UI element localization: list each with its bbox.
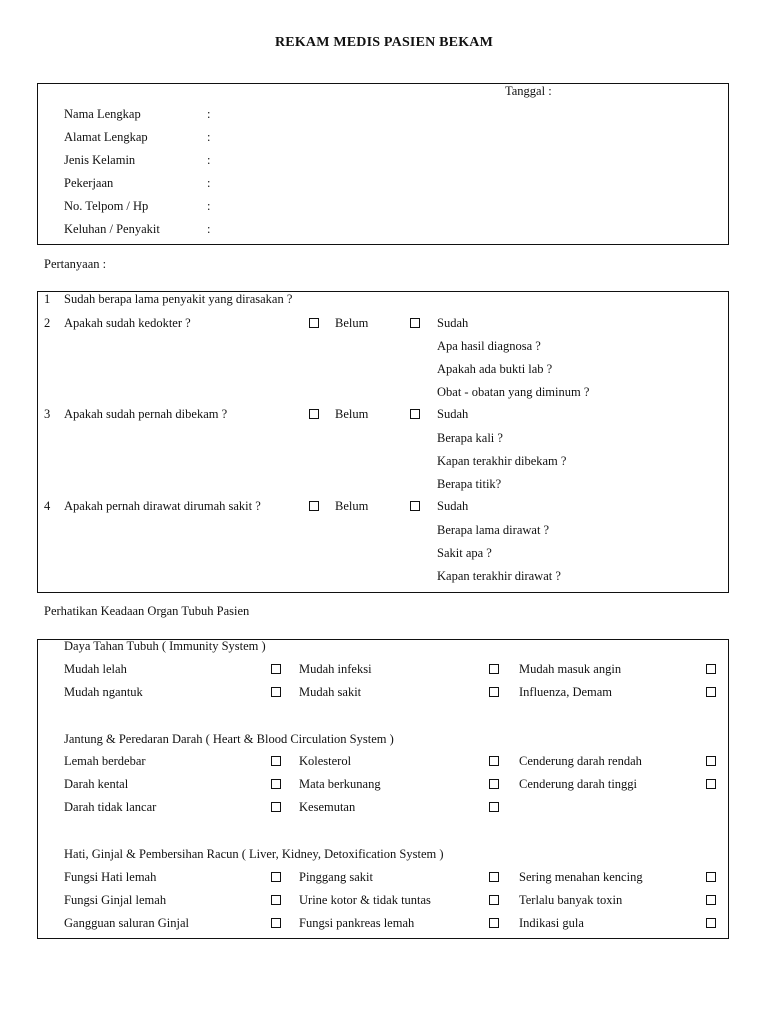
symptom-checkbox[interactable] <box>489 802 499 812</box>
symptom-checkbox[interactable] <box>489 756 499 766</box>
follow-up-question: Apakah ada bukti lab ? <box>437 362 553 376</box>
question-text: Sudah berapa lama penyakit yang dirasakan ? <box>64 292 293 306</box>
symptom-checkbox[interactable] <box>706 779 716 789</box>
symptom-label: Sering menahan kencing <box>519 870 643 884</box>
field-label-keluhan: Keluhan / Penyakit <box>64 222 160 236</box>
symptom-label: Darah tidak lancar <box>64 800 157 814</box>
symptom-checkbox[interactable] <box>489 687 499 697</box>
symptom-checkbox[interactable] <box>706 895 716 905</box>
symptom-checkbox[interactable] <box>706 918 716 928</box>
symptom-label: Kolesterol <box>299 754 352 768</box>
option-belum-label: Belum <box>335 316 369 330</box>
option-sudah-label: Sudah <box>437 407 469 421</box>
field-label-alamat: Alamat Lengkap <box>64 130 148 144</box>
symptom-checkbox[interactable] <box>271 664 281 674</box>
field-label-pekerjaan: Pekerjaan <box>64 176 114 190</box>
questions-heading: Pertanyaan : <box>44 257 107 271</box>
checkbox-belum[interactable] <box>309 409 319 419</box>
option-belum-label: Belum <box>335 407 369 421</box>
symptom-label: Fungsi pankreas lemah <box>299 916 415 930</box>
symptom-checkbox[interactable] <box>706 872 716 882</box>
symptom-label: Darah kental <box>64 777 129 791</box>
question-number: 4 <box>44 499 51 513</box>
symptom-label: Urine kotor & tidak tuntas <box>299 893 431 907</box>
follow-up-question: Berapa lama dirawat ? <box>437 523 550 537</box>
checkbox-sudah[interactable] <box>410 409 420 419</box>
symptom-checkbox[interactable] <box>271 756 281 766</box>
symptom-checkbox[interactable] <box>489 895 499 905</box>
field-sep: : <box>207 130 211 144</box>
field-sep: : <box>207 222 211 236</box>
symptom-checkbox[interactable] <box>489 664 499 674</box>
symptom-checkbox[interactable] <box>271 872 281 882</box>
symptom-checkbox[interactable] <box>706 687 716 697</box>
field-label-kelamin: Jenis Kelamin <box>64 153 136 167</box>
symptom-checkbox[interactable] <box>706 664 716 674</box>
checkbox-belum[interactable] <box>309 501 319 511</box>
symptom-label: Pinggang sakit <box>299 870 373 884</box>
follow-up-question: Sakit apa ? <box>437 546 492 560</box>
symptom-label: Mata berkunang <box>299 777 381 791</box>
field-label-nama: Nama Lengkap <box>64 107 141 121</box>
option-belum-label: Belum <box>335 499 369 513</box>
option-sudah-label: Sudah <box>437 316 469 330</box>
question-number: 2 <box>44 316 51 330</box>
field-sep: : <box>207 176 211 190</box>
symptom-checkbox[interactable] <box>489 872 499 882</box>
symptom-checkbox[interactable] <box>706 756 716 766</box>
follow-up-question: Obat - obatan yang diminum ? <box>437 385 590 399</box>
symptom-label: Mudah masuk angin <box>519 662 622 676</box>
checkbox-sudah[interactable] <box>410 501 420 511</box>
date-label: Tanggal : <box>505 84 552 98</box>
question-number: 1 <box>44 292 51 306</box>
symptom-label: Cenderung darah tinggi <box>519 777 638 791</box>
organ-section-title: Daya Tahan Tubuh ( Immunity System ) <box>64 639 266 653</box>
symptom-label: Mudah sakit <box>299 685 362 699</box>
symptom-label: Gangguan saluran Ginjal <box>64 916 189 930</box>
organ-section-title: Jantung & Peredaran Darah ( Heart & Blood Circulation System ) <box>64 732 394 746</box>
checkbox-belum[interactable] <box>309 318 319 328</box>
symptom-label: Terlalu banyak toxin <box>519 893 623 907</box>
field-sep: : <box>207 199 211 213</box>
symptom-checkbox[interactable] <box>271 802 281 812</box>
symptom-label: Mudah lelah <box>64 662 127 676</box>
symptom-label: Mudah ngantuk <box>64 685 143 699</box>
field-sep: : <box>207 153 211 167</box>
option-sudah-label: Sudah <box>437 499 469 513</box>
symptom-checkbox[interactable] <box>271 779 281 789</box>
symptom-label: Kesemutan <box>299 800 356 814</box>
follow-up-question: Berapa kali ? <box>437 431 503 445</box>
checkbox-sudah[interactable] <box>410 318 420 328</box>
symptom-label: Cenderung darah rendah <box>519 754 642 768</box>
follow-up-question: Kapan terakhir dibekam ? <box>437 454 567 468</box>
follow-up-question: Berapa titik? <box>437 477 502 491</box>
questions-box <box>37 291 729 593</box>
organ-heading: Perhatikan Keadaan Organ Tubuh Pasien <box>44 604 250 618</box>
field-label-telpon: No. Telpom / Hp <box>64 199 149 213</box>
symptom-checkbox[interactable] <box>489 918 499 928</box>
symptom-checkbox[interactable] <box>489 779 499 789</box>
symptom-label: Fungsi Hati lemah <box>64 870 157 884</box>
symptom-label: Lemah berdebar <box>64 754 146 768</box>
question-text: Apakah pernah dirawat dirumah sakit ? <box>64 499 261 513</box>
question-number: 3 <box>44 407 51 421</box>
symptom-checkbox[interactable] <box>271 895 281 905</box>
symptom-label: Indikasi gula <box>519 916 584 930</box>
symptom-label: Fungsi Ginjal lemah <box>64 893 167 907</box>
question-text: Apakah sudah kedokter ? <box>64 316 191 330</box>
follow-up-question: Kapan terakhir dirawat ? <box>437 569 561 583</box>
question-text: Apakah sudah pernah dibekam ? <box>64 407 228 421</box>
symptom-checkbox[interactable] <box>271 918 281 928</box>
follow-up-question: Apa hasil diagnosa ? <box>437 339 541 353</box>
page-title: REKAM MEDIS PASIEN BEKAM <box>274 35 494 50</box>
symptom-label: Mudah infeksi <box>299 662 372 676</box>
symptom-checkbox[interactable] <box>271 687 281 697</box>
organ-section-title: Hati, Ginjal & Pembersihan Racun ( Liver, Kidney, Detoxification System ) <box>64 847 444 861</box>
symptom-label: Influenza, Demam <box>519 685 613 699</box>
field-sep: : <box>207 107 211 121</box>
